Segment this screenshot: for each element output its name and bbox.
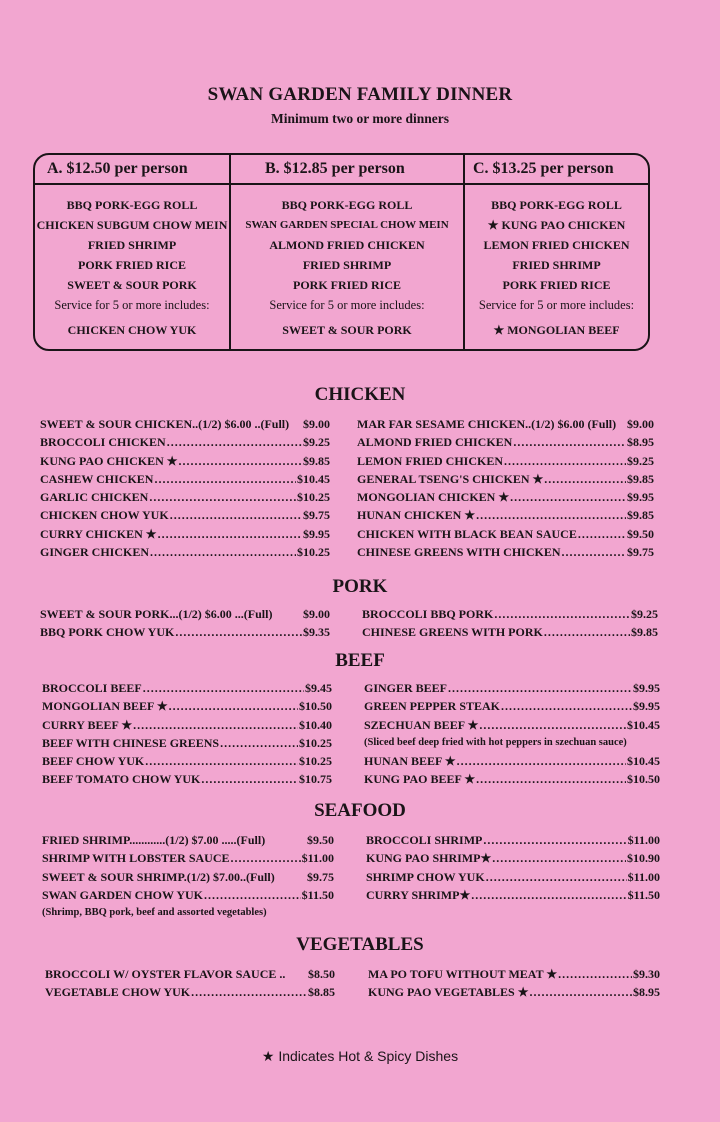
menu-item-name: SWEET & SOUR CHICKEN..(1/2) $6.00 ..(Full) <box>40 417 290 431</box>
dot-leader <box>529 983 632 1001</box>
menu-item <box>364 752 660 770</box>
menu-item-name: BEEF WITH CHINESE GREENS <box>42 735 220 750</box>
menu-item <box>40 433 330 451</box>
vegetables-right-column <box>368 965 660 1002</box>
menu-item <box>368 983 660 1001</box>
section-title-vegetables: VEGETABLES <box>296 934 424 955</box>
menu-item <box>40 623 330 641</box>
menu-item-price: $10.50 <box>627 772 660 787</box>
vegetables-left-column <box>45 965 335 1002</box>
dot-leader <box>145 752 298 770</box>
menu-item <box>364 770 660 788</box>
menu-item <box>40 488 330 506</box>
dinner-item: LEMON FRIED CHICKEN <box>483 238 630 252</box>
menu-item <box>357 543 654 561</box>
dot-leader <box>170 506 302 524</box>
pork-left-column <box>40 605 330 642</box>
menu-item-name: VEGETABLE CHOW YUK <box>45 985 191 1000</box>
dot-leader <box>501 697 632 715</box>
menu-item-name: SWEET & SOUR PORK...(1/2) $6.00 ...(Full) <box>40 607 273 621</box>
menu-item-price: $10.25 <box>299 735 332 750</box>
dinner-option-c <box>463 155 648 349</box>
menu-item-name: BROCCOLI BBQ PORK <box>362 607 494 621</box>
menu-item-price: $9.35 <box>303 625 330 640</box>
menu-item-name: CURRY CHICKEN ★ <box>40 526 157 541</box>
menu-item-price: $9.25 <box>631 607 658 621</box>
menu-item-name: SZECHUAN BEEF ★ <box>364 717 479 732</box>
beef-left-column <box>42 679 332 789</box>
dinner-service-note: Service for 5 or more includes: <box>54 298 210 312</box>
menu-item <box>42 716 332 734</box>
menu-item-price: $11.00 <box>301 851 334 866</box>
dot-leader <box>169 697 298 715</box>
dinner-option-a-label: A. $12.50 per person <box>35 155 229 185</box>
menu-item-name: HUNAN CHICKEN ★ <box>357 508 476 523</box>
menu-item <box>40 506 330 524</box>
menu-item-price: $9.95 <box>627 490 654 505</box>
menu-item <box>42 734 332 752</box>
menu-item <box>364 697 660 715</box>
dot-leader <box>191 983 307 1001</box>
dot-leader <box>150 543 296 561</box>
dinner-service-note: Service for 5 or more includes: <box>478 298 635 312</box>
menu-item <box>366 831 660 849</box>
menu-item-price: $9.75 <box>303 508 330 523</box>
dinner-item: ALMOND FRIED CHICKEN <box>269 238 425 252</box>
menu-item-price: $9.85 <box>303 453 330 468</box>
menu-item-name: HUNAN BEEF ★ <box>364 754 456 769</box>
dinner-item: SWAN GARDEN SPECIAL CHOW MEIN <box>245 219 449 231</box>
menu-item <box>40 470 330 488</box>
dot-leader <box>133 716 298 734</box>
dot-leader <box>158 525 302 543</box>
dot-leader <box>562 543 627 561</box>
menu-item-name: GARLIC CHICKEN <box>40 490 149 505</box>
hot-spicy-legend: ★ Indicates Hot & Spicy Dishes <box>261 1048 459 1064</box>
menu-item-name: BROCCOLI BEEF <box>42 681 142 695</box>
menu-item-note: (Shrimp, BBQ pork, beef and assorted vegetables) <box>42 907 267 919</box>
seafood-left-column <box>42 831 334 922</box>
menu-item-name: CHICKEN CHOW YUK <box>40 508 169 523</box>
menu-item <box>364 679 660 697</box>
dinner-item: PORK FRIED RICE <box>77 258 186 272</box>
menu-item-price: $10.45 <box>297 471 330 486</box>
dot-leader <box>492 849 626 867</box>
menu-item-name: CHINESE GREENS WITH PORK <box>362 625 543 640</box>
menu-item-price: $9.25 <box>627 453 654 468</box>
menu-item <box>42 831 334 849</box>
menu-item-price: $10.45 <box>627 754 660 769</box>
pork-right-column <box>362 605 658 642</box>
dinner-extra-item: ★ MONGOLIAN BEEF <box>493 323 620 337</box>
beef-right-column <box>364 679 660 789</box>
menu-item <box>45 965 335 983</box>
menu-item-note: (Sliced beef deep fried with hot peppers in szechuan sauce) <box>364 736 627 748</box>
menu-item-name: SHRIMP WITH LOBSTER SAUCE <box>42 851 230 866</box>
dot-leader <box>578 525 626 543</box>
dinner-extra-item: CHICKEN CHOW YUK <box>67 323 197 337</box>
family-dinner-table <box>33 153 650 351</box>
menu-item <box>357 488 654 506</box>
menu-item-name: MONGOLIAN CHICKEN ★ <box>357 490 510 505</box>
menu-item <box>357 452 654 470</box>
menu-item-name: KUNG PAO VEGETABLES ★ <box>368 985 529 1000</box>
dinner-item: FRIED SHRIMP <box>302 258 392 272</box>
menu-item <box>40 543 330 561</box>
menu-item <box>40 525 330 543</box>
menu-item-name: BBQ PORK CHOW YUK <box>40 625 175 640</box>
menu-item-name: CURRY SHRIMP★ <box>366 887 471 902</box>
menu-item-name: CHINESE GREENS WITH CHICKEN <box>357 545 561 560</box>
menu-item-name: KUNG PAO CHICKEN ★ <box>40 453 178 468</box>
menu-item <box>42 752 332 770</box>
section-title-chicken: CHICKEN <box>314 384 406 405</box>
menu-item-price: $8.85 <box>308 985 335 1000</box>
menu-item <box>357 506 654 524</box>
menu-item <box>366 886 660 904</box>
menu-item-price: $10.25 <box>297 490 330 505</box>
menu-item <box>362 605 658 623</box>
menu-item-price: $8.95 <box>627 435 654 450</box>
menu-item-name: BEEF TOMATO CHOW YUK <box>42 772 201 787</box>
menu-item <box>42 849 334 867</box>
dinner-option-a <box>35 155 229 349</box>
menu-item-name: SWEET & SOUR SHRIMP.(1/2) $7.00..(Full) <box>42 869 275 884</box>
dot-leader <box>143 679 304 697</box>
menu-item <box>357 415 654 433</box>
dot-leader <box>175 623 302 641</box>
dinner-item: SWEET & SOUR PORK <box>67 278 197 292</box>
menu-item-price: $8.50 <box>308 967 335 981</box>
dot-leader <box>494 605 630 623</box>
menu-item-name: SWAN GARDEN CHOW YUK <box>42 887 204 902</box>
menu-item <box>42 697 332 715</box>
menu-item-name: BROCCOLI SHRIMP <box>366 833 483 847</box>
menu-item-name: FRIED SHRIMP............(1/2) $7.00 .....(Full) <box>42 833 266 847</box>
menu-item <box>357 470 654 488</box>
menu-item-name: CURRY BEEF ★ <box>42 717 133 732</box>
dot-leader <box>471 886 626 904</box>
menu-item-name: KUNG PAO SHRIMP★ <box>366 851 492 866</box>
dinner-item: ★ KUNG PAO CHICKEN <box>487 218 626 232</box>
menu-item-price: $9.00 <box>303 607 330 621</box>
menu-item-price: $11.50 <box>627 887 660 902</box>
dot-leader <box>167 433 302 451</box>
section-title-pork: PORK <box>332 576 388 597</box>
menu-item-price: $9.85 <box>627 471 654 486</box>
menu-item-price: $9.75 <box>307 869 334 884</box>
page-title: SWAN GARDEN FAMILY DINNER <box>207 84 513 105</box>
menu-item-price: $9.30 <box>633 967 660 981</box>
menu-item <box>366 849 660 867</box>
menu-item <box>40 452 330 470</box>
dinner-option-b-label: B. $12.85 per person <box>231 155 463 185</box>
dot-leader <box>476 770 626 788</box>
menu-item-price: $9.85 <box>627 508 654 523</box>
menu-item-name: KUNG PAO BEEF ★ <box>364 772 476 787</box>
menu-item-price: $10.25 <box>299 754 332 769</box>
section-title-seafood: SEAFOOD <box>314 800 406 821</box>
dot-leader <box>231 849 301 867</box>
dot-leader <box>504 452 626 470</box>
menu-item-price: $10.90 <box>627 851 660 866</box>
menu-item-price: $8.95 <box>633 985 660 1000</box>
dot-leader <box>204 886 301 904</box>
dinner-service-note: Service for 5 or more includes: <box>269 298 425 312</box>
menu-item-name: GINGER CHICKEN <box>40 545 150 560</box>
dot-leader <box>510 488 626 506</box>
menu-item-price: $9.00 <box>303 417 330 431</box>
menu-item-price: $10.75 <box>299 772 332 787</box>
page-subtitle: Minimum two or more dinners <box>271 111 449 126</box>
dot-leader <box>201 770 298 788</box>
dinner-item: FRIED SHRIMP <box>512 258 601 272</box>
menu-item-price: $9.50 <box>307 833 334 847</box>
menu-item <box>364 716 660 734</box>
menu-item <box>40 415 330 433</box>
menu-item-name: MA PO TOFU WITHOUT MEAT ★ <box>368 967 558 981</box>
dot-leader <box>154 470 296 488</box>
menu-item <box>42 886 334 904</box>
dot-leader <box>448 679 632 697</box>
dinner-item: CHICKEN SUBGUM CHOW MEIN <box>36 218 228 232</box>
dinner-item: BBQ PORK-EGG ROLL <box>281 198 413 212</box>
menu-item <box>366 868 660 886</box>
dot-leader <box>149 488 296 506</box>
menu-item-price: $9.75 <box>627 545 654 560</box>
menu-item-name: GENERAL TSENG'S CHICKEN ★ <box>357 471 544 486</box>
menu-item-name: BROCCOLI CHICKEN <box>40 435 166 450</box>
menu-item-name: SHRIMP CHOW YUK <box>366 869 485 884</box>
menu-item <box>42 904 334 922</box>
menu-item <box>42 868 334 886</box>
menu-item-price: $11.00 <box>627 833 660 847</box>
dinner-item: FRIED SHRIMP <box>87 238 177 252</box>
menu-item-price: $10.50 <box>299 699 332 714</box>
menu-item-name: BEEF CHOW YUK <box>42 754 145 769</box>
dinner-option-b <box>229 155 463 349</box>
menu-item-price: $9.95 <box>303 526 330 541</box>
menu-item <box>45 983 335 1001</box>
menu-item <box>364 734 660 752</box>
dot-leader <box>220 734 298 752</box>
menu-item-name: ALMOND FRIED CHICKEN <box>357 435 513 450</box>
menu-item <box>42 679 332 697</box>
menu-item-name: CASHEW CHICKEN <box>40 471 154 486</box>
menu-item-price: $9.45 <box>305 681 332 695</box>
menu-item-price: $11.50 <box>301 887 334 902</box>
menu-item-price: $9.95 <box>633 699 660 714</box>
dot-leader <box>544 470 626 488</box>
menu-item-price: $10.45 <box>627 717 660 732</box>
menu-item <box>357 433 654 451</box>
dinner-option-c-label: C. $13.25 per person <box>465 155 648 185</box>
dot-leader <box>558 965 632 983</box>
menu-item <box>357 525 654 543</box>
menu-item-name: BROCCOLI W/ OYSTER FLAVOR SAUCE .. <box>45 967 286 981</box>
menu-item <box>362 623 658 641</box>
menu-item-price: $9.25 <box>303 435 330 450</box>
menu-item-name: GINGER BEEF <box>364 681 448 695</box>
menu-item-price: $10.40 <box>299 717 332 732</box>
dot-leader <box>513 433 626 451</box>
dot-leader <box>483 831 626 849</box>
menu-item-name: MAR FAR SESAME CHICKEN..(1/2) $6.00 (Full) <box>357 417 617 431</box>
dot-leader <box>479 716 626 734</box>
menu-item-name: GREEN PEPPER STEAK <box>364 699 501 714</box>
menu-item <box>40 605 330 623</box>
dot-leader <box>476 506 626 524</box>
dinner-item: BBQ PORK-EGG ROLL <box>491 198 622 212</box>
dot-leader <box>544 623 630 641</box>
dinner-extra-item: SWEET & SOUR PORK <box>282 323 412 337</box>
dot-leader <box>179 452 302 470</box>
menu-item-price: $11.00 <box>627 869 660 884</box>
menu-item-price: $10.25 <box>297 545 330 560</box>
menu-item <box>368 965 660 983</box>
chicken-right-column <box>357 415 654 561</box>
menu-item-name: LEMON FRIED CHICKEN <box>357 453 504 468</box>
dinner-item: PORK FRIED RICE <box>292 278 401 292</box>
menu-item-price: $9.00 <box>627 417 654 431</box>
seafood-right-column <box>366 831 660 904</box>
dot-leader <box>486 868 627 886</box>
menu-item-name: CHICKEN WITH BLACK BEAN SAUCE <box>357 526 577 541</box>
dinner-item: PORK FRIED RICE <box>502 278 611 292</box>
section-title-beef: BEEF <box>335 650 385 671</box>
menu-item-price: $9.85 <box>631 625 658 640</box>
menu-item-price: $9.50 <box>627 526 654 541</box>
menu-item-name: MONGOLIAN BEEF ★ <box>42 699 168 714</box>
dinner-item: BBQ PORK-EGG ROLL <box>66 198 198 212</box>
chicken-left-column <box>40 415 330 561</box>
menu-item <box>42 770 332 788</box>
menu-item-price: $9.95 <box>633 681 660 695</box>
dot-leader <box>457 752 626 770</box>
